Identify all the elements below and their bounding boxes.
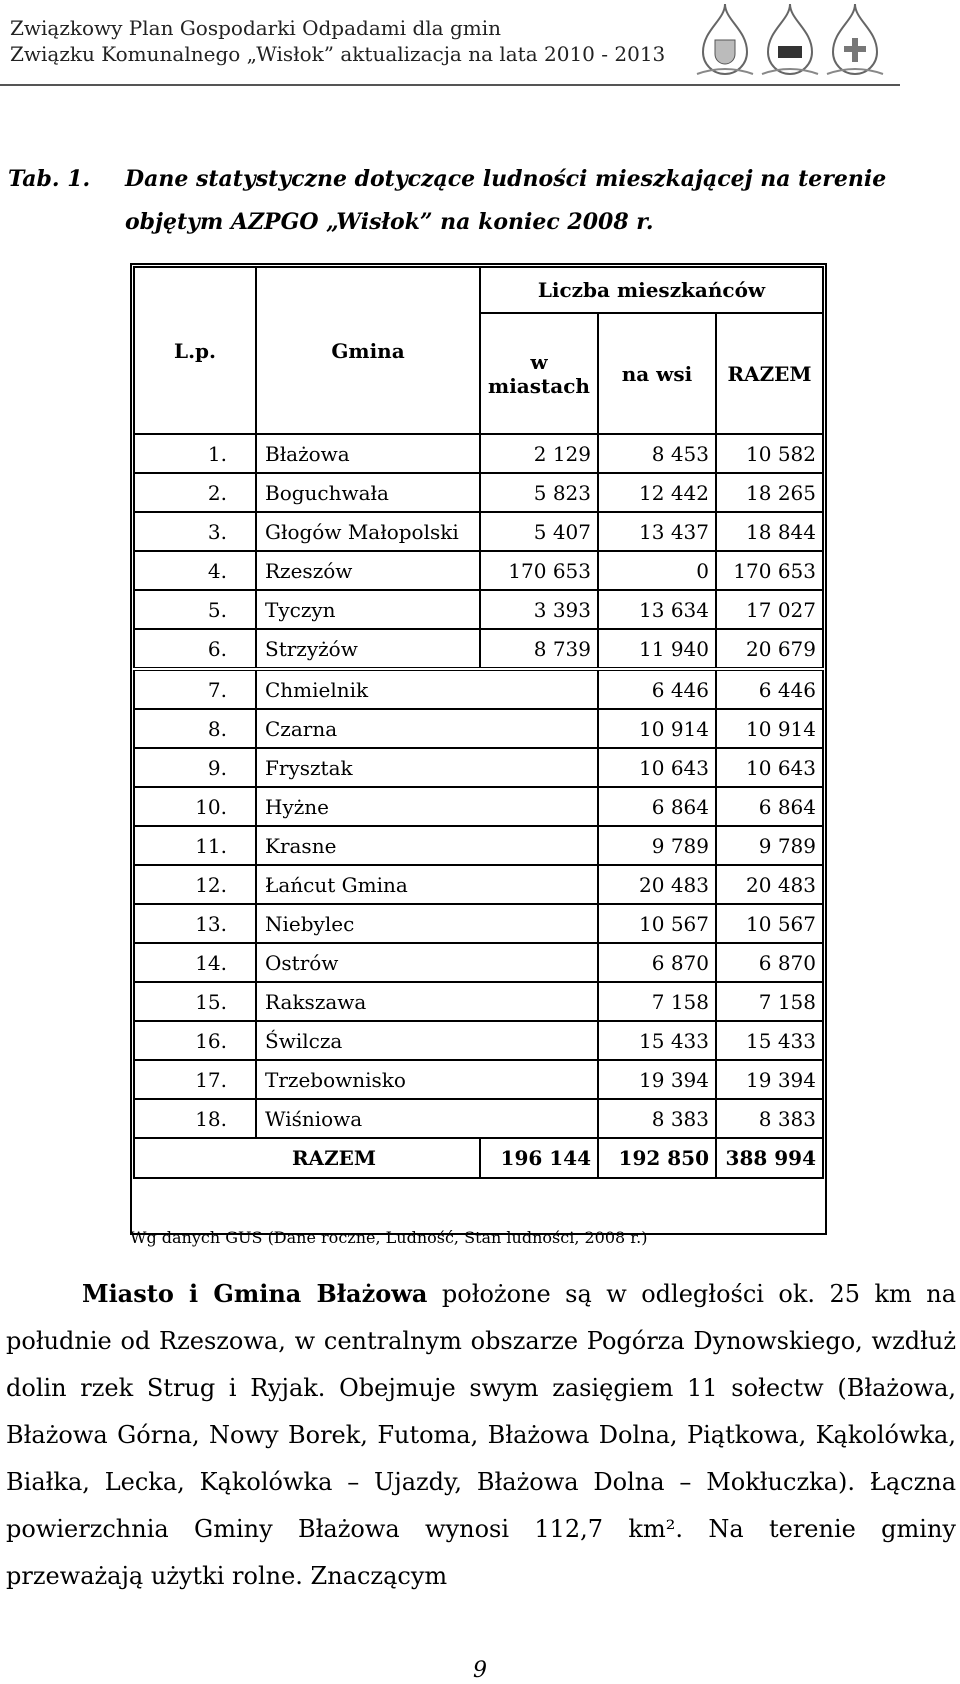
row-w-miastach: 3 393 — [480, 590, 598, 629]
table-row — [134, 629, 823, 669]
row-w-miastach: 170 653 — [480, 551, 598, 590]
body-text: położone są w odległości ok. 25 km na południe od Rzeszowa, w centralnym obszarze Pogórza Dynowskiego, wzdłuż dolin rzek Strug i Ryjak. Obejmuje swym zasięgiem 11 sołectw (Błażowa, Błażowa Górna, Nowy Borek, Futoma, Błażowa Dolna, Piątkowa, Kąkolówka, Białka, Lecka, Kąkolówka – Ujazdy, Błażowa Dolna – Mokłuczka). Łączna powierzchnia Gminy Błażowa wynosi 112,7 km². Na terenie gminy przeważają użytki rolne. Znaczącym — [6, 1280, 957, 1590]
header-group: Liczba mieszkańców — [480, 267, 823, 313]
header-lp: L.p. — [134, 267, 256, 434]
table-row — [134, 590, 823, 629]
row-razem: 8 383 — [716, 1099, 823, 1138]
row-gmina: Rakszawa — [256, 982, 598, 1021]
row-w-miastach: 5 823 — [480, 473, 598, 512]
row-lp: 7. — [134, 669, 256, 709]
row-gmina: Hyżne — [256, 787, 598, 826]
body-bold-lead: Miasto i Gmina Błażowa — [82, 1279, 428, 1308]
row-lp: 6. — [134, 629, 256, 669]
header-razem: RAZEM — [716, 313, 823, 434]
row-lp: 16. — [134, 1021, 256, 1060]
body-paragraph — [6, 1270, 956, 1600]
row-gmina: Niebylec — [256, 904, 598, 943]
row-razem: 18 844 — [716, 512, 823, 551]
row-na-wsi: 6 864 — [598, 787, 716, 826]
row-na-wsi: 13 634 — [598, 590, 716, 629]
row-gmina: Strzyżów — [256, 629, 480, 669]
row-na-wsi: 0 — [598, 551, 716, 590]
row-razem: 6 870 — [716, 943, 823, 982]
row-w-miastach: 2 129 — [480, 434, 598, 473]
row-lp: 18. — [134, 1099, 256, 1138]
header-line-2: Związku Komunalnego „Wisłok” aktualizacja na lata 2010 - 2013 — [10, 42, 666, 66]
row-lp: 9. — [134, 748, 256, 787]
row-lp: 3. — [134, 512, 256, 551]
table-row — [134, 943, 823, 982]
row-lp: 14. — [134, 943, 256, 982]
row-lp: 5. — [134, 590, 256, 629]
row-gmina: Świlcza — [256, 1021, 598, 1060]
table-row — [134, 709, 823, 748]
row-gmina: Trzebownisko — [256, 1060, 598, 1099]
table-row — [134, 512, 823, 551]
row-razem: 9 789 — [716, 826, 823, 865]
row-razem: 15 433 — [716, 1021, 823, 1060]
row-lp: 10. — [134, 787, 256, 826]
row-lp: 13. — [134, 904, 256, 943]
row-razem: 19 394 — [716, 1060, 823, 1099]
row-na-wsi: 20 483 — [598, 865, 716, 904]
row-na-wsi: 12 442 — [598, 473, 716, 512]
table-number: Tab. 1. — [8, 166, 91, 192]
header-na-wsi: na wsi — [598, 313, 716, 434]
header-w-miastach: w miastach — [480, 313, 598, 434]
row-gmina: Wiśniowa — [256, 1099, 598, 1138]
row-lp: 17. — [134, 1060, 256, 1099]
row-lp: 4. — [134, 551, 256, 590]
total-razem: 388 994 — [716, 1138, 823, 1178]
table-row — [134, 865, 823, 904]
row-na-wsi: 10 567 — [598, 904, 716, 943]
row-na-wsi: 15 433 — [598, 1021, 716, 1060]
table-row — [134, 982, 823, 1021]
row-na-wsi: 9 789 — [598, 826, 716, 865]
row-razem: 20 679 — [716, 629, 823, 669]
population-table — [133, 266, 824, 1179]
row-na-wsi: 13 437 — [598, 512, 716, 551]
row-razem: 170 653 — [716, 551, 823, 590]
row-na-wsi: 7 158 — [598, 982, 716, 1021]
table-row — [134, 748, 823, 787]
table-row — [134, 1099, 823, 1138]
row-razem: 6 864 — [716, 787, 823, 826]
row-razem: 20 483 — [716, 865, 823, 904]
row-gmina: Rzeszów — [256, 551, 480, 590]
header-gmina: Gmina — [256, 267, 480, 434]
table-row — [134, 826, 823, 865]
header-divider — [0, 84, 900, 86]
table-body — [134, 434, 823, 1138]
row-razem: 17 027 — [716, 590, 823, 629]
row-razem: 7 158 — [716, 982, 823, 1021]
table-row — [134, 551, 823, 590]
total-w-miastach: 196 144 — [480, 1138, 598, 1178]
row-w-miastach: 5 407 — [480, 512, 598, 551]
row-w-miastach: 8 739 — [480, 629, 598, 669]
row-lp: 11. — [134, 826, 256, 865]
row-gmina: Głogów Małopolski — [256, 512, 480, 551]
row-lp: 1. — [134, 434, 256, 473]
page-header — [0, 0, 960, 90]
row-na-wsi: 6 446 — [598, 669, 716, 709]
row-razem: 10 914 — [716, 709, 823, 748]
row-na-wsi: 19 394 — [598, 1060, 716, 1099]
row-gmina: Łańcut Gmina — [256, 865, 598, 904]
coat-of-arms-1-icon — [695, 2, 755, 80]
page-number: 9 — [473, 1658, 487, 1683]
row-gmina: Czarna — [256, 709, 598, 748]
total-label: RAZEM — [134, 1138, 480, 1178]
coat-of-arms-3-icon — [825, 2, 885, 80]
row-lp: 12. — [134, 865, 256, 904]
total-na-wsi: 192 850 — [598, 1138, 716, 1178]
table-caption — [8, 158, 958, 244]
table-source-note: Wg danych GUS (Dane roczne, Ludność, Stan ludności, 2008 r.) — [130, 1228, 648, 1247]
row-lp: 2. — [134, 473, 256, 512]
table-row — [134, 787, 823, 826]
row-lp: 8. — [134, 709, 256, 748]
row-na-wsi: 6 870 — [598, 943, 716, 982]
row-gmina: Błażowa — [256, 434, 480, 473]
row-razem: 10 643 — [716, 748, 823, 787]
row-razem: 10 567 — [716, 904, 823, 943]
row-razem: 18 265 — [716, 473, 823, 512]
row-na-wsi: 10 643 — [598, 748, 716, 787]
caption-line-1: Dane statystyczne dotyczące ludności mieszkającej na terenie — [125, 166, 887, 192]
row-razem: 10 582 — [716, 434, 823, 473]
row-razem: 6 446 — [716, 669, 823, 709]
header-logos — [695, 2, 905, 82]
row-lp: 15. — [134, 982, 256, 1021]
table-row — [134, 434, 823, 473]
row-gmina: Frysztak — [256, 748, 598, 787]
table-row — [134, 1060, 823, 1099]
row-gmina: Ostrów — [256, 943, 598, 982]
header-line-1: Związkowy Plan Gospodarki Odpadami dla gmin — [10, 16, 502, 40]
row-gmina: Boguchwała — [256, 473, 480, 512]
row-gmina: Chmielnik — [256, 669, 598, 709]
table-row — [134, 473, 823, 512]
row-na-wsi: 10 914 — [598, 709, 716, 748]
row-na-wsi: 11 940 — [598, 629, 716, 669]
caption-line-2: objętym AZPGO „Wisłok” na koniec 2008 r. — [125, 209, 654, 235]
row-na-wsi: 8 383 — [598, 1099, 716, 1138]
row-gmina: Tyczyn — [256, 590, 480, 629]
table-row — [134, 669, 823, 709]
header-title — [10, 15, 665, 67]
table-total-row — [134, 1138, 823, 1178]
row-gmina: Krasne — [256, 826, 598, 865]
row-na-wsi: 8 453 — [598, 434, 716, 473]
table-row — [134, 1021, 823, 1060]
table-row — [134, 904, 823, 943]
coat-of-arms-2-icon — [760, 2, 820, 80]
